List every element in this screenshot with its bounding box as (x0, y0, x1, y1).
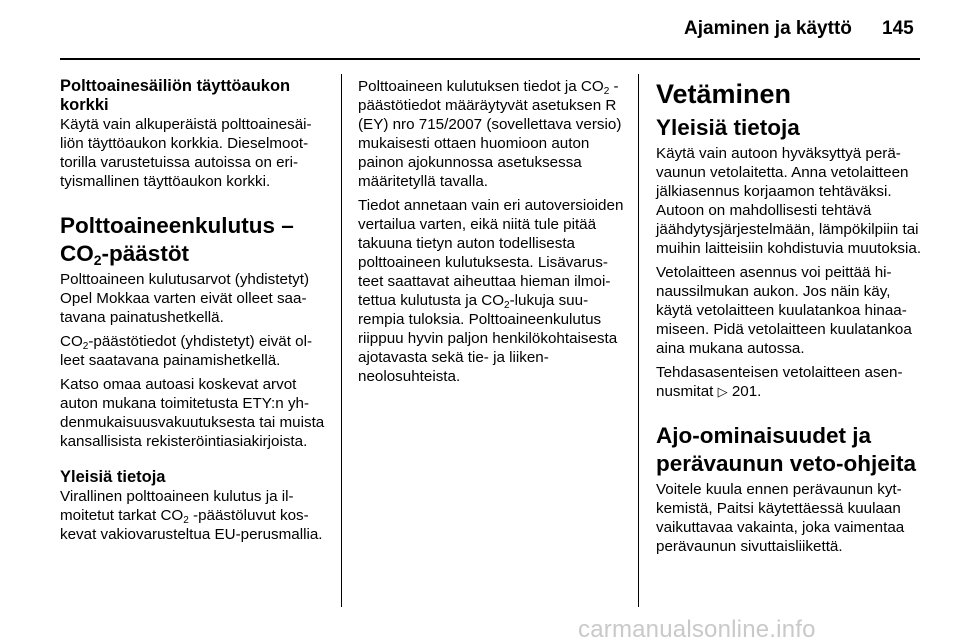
paragraph: Käytä vain autoon hyväksyttyä perävaunun vetolaitetta. Anna vetolaitteen jälkiasennus korjaamon tehtäväksi. Autoon on mahdollisesti tehtävä jäähdytysjärjestelmään, lämpökilpiin tai muihin laitteisiin kohdistuvia muutoksia. (656, 145, 922, 257)
paragraph: Tehdasasenteisen vetolaitteen asennusmitat ▷ 201. (656, 364, 903, 400)
paragraph: $CO_2$-päästötiedot (yhdistetyt) eivät olleet saatavana painamishetkellä. (60, 333, 313, 369)
paragraph: Virallinen polttoaineen kulutus ja ilmoitetut tarkat $CO_2$ -päästöluvut koskevat vakiovarusteltua EU-perusmallia. (60, 488, 323, 543)
column-2 (358, 77, 626, 391)
paragraph: Tiedot annetaan vain eri autoversioiden vertailua varten, eikä niitä tule pitää takuuna tietyn auton todellisesta polttoaineen kulutuksesta. Lisävarusteet saattavat aiheuttaa hieman ilmoitettua kulutusta ja $CO_2$-lukuja suurempia tuloksia. Polttoaineenkulutus riippuu hyvin paljon henkilökohtaisesta ajotavasta sekä tie- ja liikenneolosuhteista. (358, 197, 624, 385)
column-1 (60, 77, 328, 549)
paragraph: Polttoaineen kulutuksen tiedot ja $CO_2$ -päästötiedot määräytyvät asetuksen R (EY) nro 715/2007 (sovellettava versio) mukaisesti ottaen huomioon auton painon ajokunnossa asetuksessa määritetyllä tavalla. (358, 78, 622, 190)
paragraph: Katso omaa autoasi koskevat arvot auton mukana toimitetusta ETY:n yhdenmukaisuusvakuutuksesta tai muista kansallisista rekisteröintiasiakirjoista. (60, 376, 325, 450)
section-heading: Yleisiä tietoja (656, 115, 800, 140)
chapter-title: Ajaminen ja käyttö (684, 18, 852, 39)
subsection-heading: Yleisiä tietoja (60, 468, 166, 486)
paragraph: Vetolaitteen asennus voi peittää hinaussilmukan aukon. Jos näin käy, käytä vetolaitteen kuulatankoa hinaamiseen. Pidä vetolaitteen kuulatankoa aina mukana autossa. (656, 264, 912, 357)
section-heading: Polttoaineenkulutus – $CO_2$-päästöt (60, 213, 294, 268)
paragraph: Voitele kuula ennen perävaunun kytkemistä, Paitsi käytettäessä kuulaan vaikuttavaa vakainta, joka vaimentaa perävaunun sivuttaisliikettä. (656, 481, 905, 555)
section-heading: Polttoainesäiliön täyttöaukon korkki (60, 77, 291, 114)
page-reference-icon: ▷ (717, 384, 728, 399)
paragraph: Polttoaineen kulutusarvot (yhdistetyt) Opel Mokkaa varten eivät olleet saatavana painatushetkellä. (60, 271, 310, 326)
section-heading: Ajo-ominaisuudet ja perävaunun veto-ohjeita (656, 423, 917, 476)
chapter-heading: Vetäminen (656, 79, 792, 109)
column-divider (341, 74, 342, 607)
column-divider (638, 74, 639, 607)
header-rule (60, 58, 920, 60)
column-3 (656, 77, 924, 561)
paragraph: Käytä vain alkuperäistä polttoainesäiliön täyttöaukon korkkia. Dieselmoottorilla varustetuissa autoissa on erityismallinen täyttöaukon korkki. (60, 116, 312, 190)
page-number: 145 (882, 18, 914, 39)
watermark: carmanualsonline.info (578, 616, 816, 643)
